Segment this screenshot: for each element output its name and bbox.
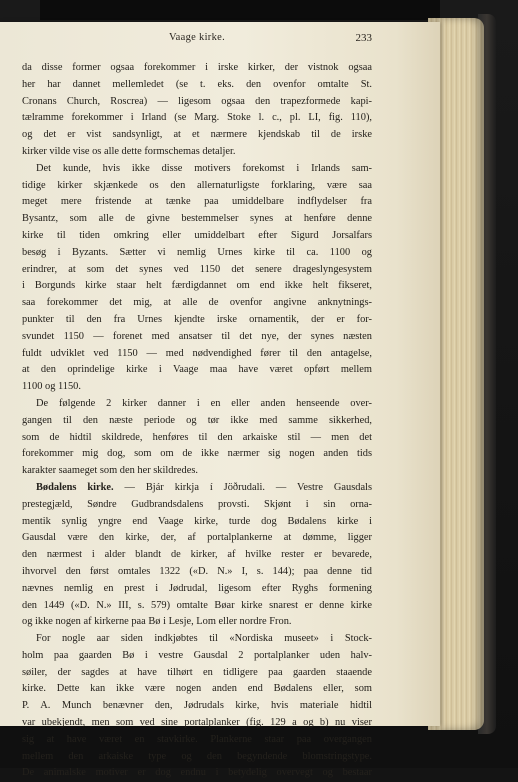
text-line: P. A. Munch benævner den, Jødrudals kirke, hvis materiale hidtil <box>22 700 372 712</box>
page-number: 233 <box>355 32 372 44</box>
text-line: kirke til tiden omkring eller umiddelbart efter Sigurd Jorsalfars <box>22 229 372 241</box>
text-line: punkter til den fra Urnes kjendte irske ornamentik, der er for- <box>22 313 372 325</box>
text-line: erindrer, at som det synes ved 1150 det senere drageslyngesystem <box>22 263 372 275</box>
text-line: den 1449 («D. N.» III, s. 579) omtalte Bøar kirke snarest er denne kirke <box>22 599 372 611</box>
text-line: saa forekommer det mig, at alle de ovenfor angivne anknytnings- <box>22 297 372 309</box>
paragraph <box>22 60 372 161</box>
text-line: nævnes nemlig en prest i Jødrudal, ligesom efter Ryghs formening <box>22 582 372 594</box>
paragraph <box>22 631 372 782</box>
body-text <box>22 60 372 782</box>
text-line: De følgende 2 kirker danner i en eller anden henseende over- <box>36 397 372 409</box>
text-line: Gausdal være den kirke, der, af portalplankerne at dømme, ligger <box>22 532 372 544</box>
text-line: tælramme forekommer i Irland (se Marg. Stoke l. c., pl. LI, fig. 110), <box>22 112 372 124</box>
paragraph <box>22 480 372 631</box>
text-line: meget mere fristende at tænke paa umiddelbare indflydelser fra <box>22 196 372 208</box>
text-line: tidige kirker skjænkede os den allernaturligste forklaring, være saa <box>22 179 372 191</box>
text-line: Det kunde, hvis ikke disse motivers forekomst i Irlands sam- <box>36 162 372 174</box>
running-head: Vaage kirke. <box>168 32 226 43</box>
text-line: mentik synlig yngre end Vaage kirke, turde dog Bødalens kirke i <box>22 515 372 527</box>
page-header <box>22 32 372 48</box>
text-line: at den oprindelige kirke i Vaage maa have været opført mellem <box>22 364 372 376</box>
text-line: prestegjæld, Søndre Gudbrandsdalens provsti. Skjønt i sin orna- <box>22 498 372 510</box>
text-line: 1100 og 1150. <box>22 381 81 393</box>
book-cover-top <box>40 0 440 20</box>
text-line: mellem den arkaiske type og den begyndende blomstringstype. <box>22 750 372 762</box>
paragraph <box>22 161 372 396</box>
text-line: og det er vist sandsynligt, at et nærmere kjendskab til de irske <box>22 129 372 141</box>
text-line: holm paa gaarden Bø i vestre Gausdal 2 portalplanker uden halv- <box>22 649 372 661</box>
text-line: den nærmest i alder blandt de kirker, af hvilke rester er bevarede, <box>22 549 372 561</box>
text-line: svundet 1150 — forenet med ansatser til det nye, der synes næsten <box>22 330 372 342</box>
text-line: De animalske motiver er dog endnu i betydelig overvegt og bestaar <box>22 767 372 779</box>
text-line: For nogle aar siden indkjøbtes til «Nordiska museet» i Stock- <box>36 633 372 645</box>
text-line: Bysantz, som alle de givne bestemmelser synes at henføre denne <box>22 213 372 225</box>
text-run: — Bjár kirkja í Jöðrudali. — Vestre Gausdals <box>113 481 372 493</box>
section-heading: Bødalens kirke. <box>36 481 114 493</box>
text-line: gangen til den næste periode og tør ikke med samme sikkerhed, <box>22 414 372 426</box>
text-line: var ubekjendt, men som ved sine portalplanker (fig. 129 a og b) nu viser <box>22 717 372 729</box>
text-line: kirker vilde vise os alle dette formschemas detaljer. <box>22 145 236 157</box>
text-line: søiler, der sagdes at have tilhørt en tidligere paa gaarden staaende <box>22 666 372 678</box>
text-line: kirke. Dette kan ikke være nogen anden end Bødalens eller, som <box>22 683 372 695</box>
text-line <box>22 480 372 497</box>
text-line: Cronans Church, Roscrea) — ligesom ogsaa den trapezformede kapi- <box>22 95 372 107</box>
text-line: som de hidtil skildrede, henføres til den arkaiske stil — men det <box>22 431 372 443</box>
text-line: da disse former ogsaa forekommer i irske kirker, der vistnok ogsaa <box>22 62 372 73</box>
text-line: karakter saameget som den her skildredes. <box>22 465 198 477</box>
text-line: sig at have været en stavkirke. Plankerne staar paa overgangen <box>22 733 372 745</box>
text-line: i Borgunds kirke staar helt færdigdannet om end ikke helt fikseret, <box>22 280 372 292</box>
paragraph <box>22 396 372 480</box>
text-line: fuldt udviklet ved 1150 — med nødvendighed fører til den antagelse, <box>22 347 372 359</box>
text-line: besøg i Byzants. Sætter vi nemlig Urnes kirke til ca. 1100 og <box>22 246 372 258</box>
text-line: her har dannet mellemledet (se t. eks. den ovenfor omtalte St. <box>22 78 372 90</box>
text-line: ihvorvel den først omtales 1322 («D. N.» I, s. 144); paa denne tid <box>22 565 372 577</box>
text-line: og ikke nogen af kirkerne paa Bø i Lesje, Lom eller nordre Fron. <box>22 616 292 628</box>
text-line: forekommer mig dog, som om de ikke nærmer sig nogen anden tids <box>22 448 372 460</box>
